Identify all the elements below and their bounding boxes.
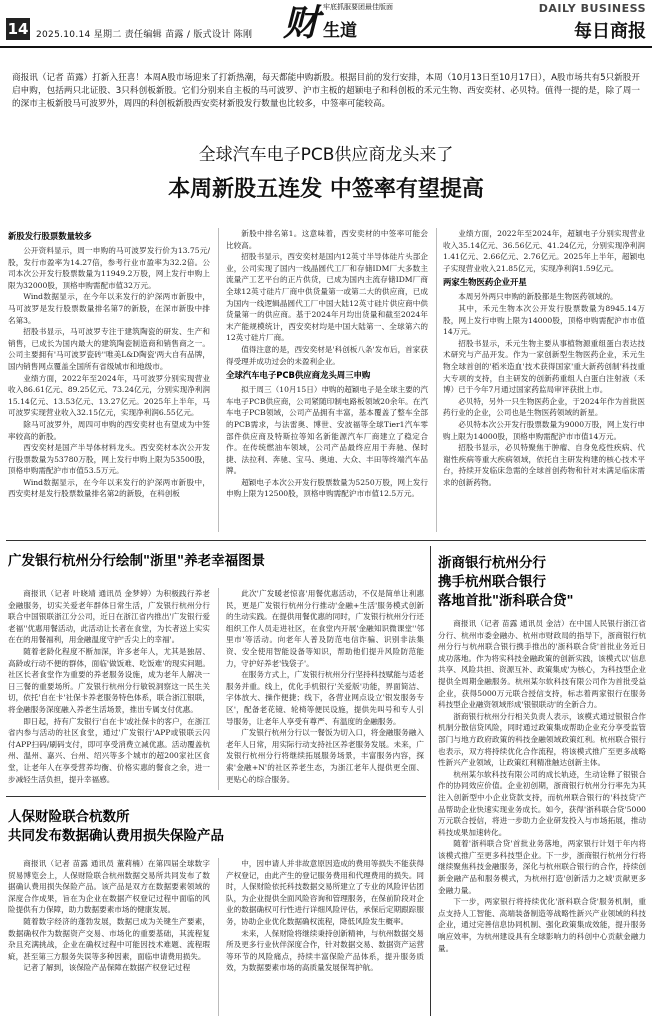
article1-col2 (226, 228, 428, 532)
lead-paragraph: 商报讯（记者 苗露）打新入狂喜！本周A股市场迎来了打新热潮，每天都能申购新股。根据目前的发行安排，本周（10月13日至10月17日），A股市场共有5只新股开启申购，包括两只北证股、3只科创板新股。它们分别来自主板的马可波罗、沪市主板的超颖电子和科创板的禾元生物、西安奕材、必贝特。值得一提的是，除了周一的深市主板新股马可波罗外，周四的科创板新股西安奕材新股发行数量也比较多，中签率可能较高。 (12, 73, 640, 109)
column-rule (430, 546, 431, 1016)
paragraph: 新股中排名第1。这意味着，西安奕材的中签率可能会比较高。 (226, 229, 428, 250)
article1-col3 (443, 228, 645, 532)
column-rule (218, 858, 219, 1016)
column-rule (218, 228, 219, 532)
paragraph: 在服务方式上，广发银行杭州分行坚持科技赋能与适老服务并重。线上，优化手机银行'关爱版'功能，界面简洁、字体放大、操作便捷；线下，各营业网点设立'银发服务专区'，配备老花镜、轮椅等便民设施，提供先叫号和专人引导服务，让老年人享受有尊严、有温度的金融服务。 (226, 670, 424, 726)
paragraph: 值得注意的是，西安奕材是'科创板八条'发布后，首家获得受理并成功过会的未盈利企业。 (226, 344, 428, 366)
section-divider (6, 540, 646, 541)
paragraph: 拟于周三（10月15日）申购的超颖电子是全球主要的汽车电子PCB供应商，公司紧随印制电路板领域20余年。在汽车电子PCB领域，公司产品拥有丰富，基本覆盖了整车全部的PCB需求，与法雷奥、博世、安波福等全球Tier1汽车零部件供应商及特斯拉等知名新能源汽车厂商建立了稳定合作。在传统燃油车领域，公司产品最终应用于奔驰、保时捷、法拉利、奔驰、宝马、奥迪、大众、丰田等终端汽车品牌。 (226, 385, 428, 476)
paragraph: 除马可波罗外，周四可申购的西安奕材也有望成为中签率较高的新股。 (8, 419, 210, 441)
paragraph: 业绩方面，2022年至2024年，马可波罗分别实现营业收入86.61亿元、89.25亿元、73.24亿元，分别实现净利润15.14亿元、13.53亿元、13.27亿元。2025年上半年，马可波罗实现营业收入32.15亿元，实现净利润6.55亿元。 (8, 373, 210, 418)
paragraph: 西安奕材是国产半导体材料龙头。西安奕材本次公开发行股票数量为53780万股，网上发行申购上限为53500股，顶格申购需配沪市市值53.5万元。 (8, 443, 210, 476)
issue-meta: 2025.10.14 星期二 责任编辑 苗露 / 版式设计 陈刚 (36, 30, 253, 40)
column-rule (436, 228, 437, 532)
paragraph: 招股书显示，西安奕材是国内12英寸半导体硅片头部企业，公司实现了国内一线晶圆代工厂和存储IDM厂大多数主流量产工艺平台的正片供货，已成为国内主流存储IDM厂商全球12英寸硅片厂商中供货量第一或第二大的供应商，已成为国内一线逻辑晶圆代工厂中国大陆12英寸硅片供应商中供货量第一的供应商。基于2024年月均出货量和截至2024年末产能规模统计，西安奕材均是中国大陆第一、全球第六的12英寸硅片厂商。 (226, 252, 428, 343)
paragraph: 招股书显示，禾元生物主要从事植物源重组蛋白表达技术研究与产品开发。作为一家创新型生物医药企业，禾元生物全球首创的'稻米造血'技术获得国家'重大新药创制'科技重大专项的支持，自主研发的创新药重组人白蛋白注射液（禾博）已于今年7月通过国家药监局审评获批上市。 (443, 338, 645, 395)
paragraph: 其中，禾元生物本次公开发行股票数量为8945.14万股，网上发行申购上限为14000股，顶格申购需配沪市市值14万元。 (443, 303, 645, 337)
section-logo: 财 (283, 2, 320, 44)
section-divider (6, 796, 426, 797)
paragraph: Wind数据显示，在今年以来发行的沪深两市新股中，马可波罗是发行股票数量排名第7的新股，在深市新股中排名第3。 (8, 292, 210, 325)
article-kicker: 全球汽车电子PCB供应商龙头来了 (198, 145, 454, 165)
article4-title-line3: 落地首批"浙科联合贷" (438, 593, 574, 609)
paragraph: 商报讯（记者 苗露 通讯员 金洁）在中国人民银行浙江省分行、杭州市委金融办、杭州市财政局的指导下，浙商银行杭州分行与杭州联合银行携手推出的'浙科联合贷'首批业务近日成功落地。作为将实科技金融政策的创新实践，该模式以'信息共享、风险共担、资源互补、政策集成'为核心，为科技型企业提供全周期金融服务。杭州某尔软科技有限公司作为首批受益企业，获得5000万元联合授信支持，标志着两家银行在服务科技型企业融资领域形成'银银联动'的全新合力。 (438, 619, 646, 710)
paragraph: 未来，人保财险将继续秉持创新精神，与杭州数据交易所及更多行业伙伴深度合作，针对数据交易、数据资产运营等环节的风险痛点，持续丰富保险产品体系，提升服务质效，为数据要素市场的高质量发展保驾护航。 (226, 928, 424, 973)
paragraph: 下一步，两家银行将持续优化'浙科联合贷'服务机制，重点支持人工智能、高端装备制造等战略性新兴产业领域的科技企业，通过完善信息协同机制、强化政策集成效能，提升服务响应效率，为杭州建设具有全球影响力的科创中心贡献金融力量。 (438, 897, 646, 953)
article4-title-line1: 浙商银行杭州分行 (438, 555, 546, 571)
article4-title-line2: 携手杭州联合银行 (438, 574, 546, 590)
article3-col1 (8, 858, 210, 1016)
paragraph: Wind数据显示，在今年以来发行的沪深两市新股中，西安奕材是发行股票数量排名第2的新股，在科创板 (8, 477, 210, 499)
article1-col1 (8, 228, 210, 532)
subhead: 两家生物医药企业开星 (443, 277, 527, 288)
paragraph: 商报讯（记者 苗露 通讯员 董莉楠）在第四届全球数字贸易博览会上，人保财险联合杭州数据交易所共同发布了数据确认费用损失保险产品。该产品是双方在数据要素领域的深度合作成果，旨在为企业在数据产权登记过程中面临的风险提供有力保障，助力数据要素市场的健康发展。 (8, 859, 210, 915)
section-name: 生道 (323, 21, 357, 41)
article2-title: 广发银行杭州分行绘制"浙里"养老幸福图景 (8, 553, 266, 569)
subhead: 全球汽车电子PCB供应商龙头周三申购 (226, 370, 371, 381)
paragraph: 即日起，持有广发银行'自在卡'或社保卡的客户，在浙江省内参与活动的社区食堂，通过'广发银行'APP或银联云闪付APP扫码/刷码支付，即可享受消费立减优惠。活动覆盖杭州、温州、嘉兴、台州、绍兴等多个城市的超200家社区食堂，让老年人在享受营养均衡、价格实惠的餐食之余，进一步减轻生活负担，提升幸福感。 (8, 716, 210, 784)
paragraph: 本周另外两只申购的新股都是生物医药领域的。 (458, 292, 618, 302)
paragraph: 广发银行杭州分行以一餐饭为切入口，将金融服务融入老年人日常，用实际行动支持社区养老服务发展。未来，广发银行杭州分行将继续拓展服务场景，丰富服务内容，探索'金融+N'的社区养老生态，为浙江老年人提供更全面、更贴心的综合服务。 (226, 728, 424, 784)
paragraph: 记者了解到，该保险产品保障在数据产权登记过程 (23, 963, 191, 973)
article2-col2 (226, 588, 424, 790)
page-number: 14 (7, 20, 29, 38)
section-subtitle: 牢底抓服要团最佳版面 (323, 3, 393, 11)
paragraph: 此次'广发暖老惊喜'用餐优惠活动，不仅是简单让利惠民，更是广发银行杭州分行推动'金融+生活'服务模式创新的生动实践。在提供用餐优惠的同时，广发银行杭州分行还组织工作人员走进社区，在食堂内开展'金融知识微课堂''邻里市'等活动。向老年人普及防范电信诈骗、识别非法集资、安全使用智能设备等知识，帮助他们提升风险防范能力，守护好养老'钱袋子'。 (226, 589, 424, 668)
paragraph: 随着'浙科联合贷'首批业务落地，两家银行计划于年内将该模式推广至更多科技型企业。下一步，浙商银行杭州分行将继续聚焦科技金融服务，深化与杭州联合银行的合作，持续创新金融产品和服务模式，为杭州打造'创新活力之城'贡献更多金融力量。 (438, 839, 646, 895)
paragraph: 随着老龄化程度不断加深，许多老年人，尤其是独居、高龄或行动不便的群体，面临'做饭难、吃饭难'的现实问题。社区长者食堂作为重要的养老服务设施，成为老年人解决一日三餐的重要场所。广发银行杭州分行敏锐洞察这一民生关切，依托'自在卡'社保卡养老服务特色体系，联合浙江银联，将金融服务深度融入养老生活场景，推出专属支付优惠。 (8, 646, 210, 714)
paragraph: 商报讯（记者 叶晓靖 通讯员 金梦婷）为积极践行养老金融服务，切实关爱老年群体日常生活，广发银行杭州分行联合中国银联浙江分公司，近日在浙江省内推出'广发银行爱老福''优惠用餐活动，此活动让长者在食堂，为长者送上实实在在的用餐福利，用金融温度守护'舌尖上的幸福'。 (8, 589, 210, 645)
article2-col1 (8, 588, 210, 790)
paragraph: 公开资料显示，周一申购的马可波罗发行价为13.75元/股，发行市盈率为14.27倍，参考行业市盈率为32.2倍。公司本次公开发行股票数量为11949.2万股，网上发行申购上限为32000股，顶格申购需配市值32万元。 (8, 246, 210, 290)
paragraph: 必贝特，另外一只生物医药企业，于2024年作为首批医药行业的企业，公司也是生物医药领域的新星。 (443, 396, 645, 418)
paragraph: 必贝特本次公开发行股票数量为9000万股，网上发行申购上限为14000股，顶格申购需配沪市市值14万元。 (443, 419, 645, 441)
masthead (0, 0, 652, 48)
article3-title-line2: 共同发布数据确认费用损失保险产品 (8, 828, 224, 844)
paragraph: 杭州某尔软科技有限公司的成长轨迹，生动诠释了银银合作的协同效应价值。企业初创期，浙商银行杭州分行率先为其注入创新型中小企业贷款支持，而杭州联合银行的'科技贷'产品帮助企业快速实现业务成长。如今，获得'浙科联合贷'5000万元联合授信，将进一步助力企业研发投入与市场拓展，推动科技成果加速转化。 (438, 769, 646, 837)
paragraph: 浙商银行杭州分行相关负责人表示，该模式通过银银合作机制分散信贷风险，同时通过政策集成帮助企业充分享受监管部门与地方政府政策的科技金融领域政策红利。杭州联合银行也表示，双方将持续优化合作流程，将该模式推广至更多战略性新兴产业领域，让政策红利精准触达创新主体。 (438, 711, 646, 768)
paragraph: 招股书显示，马可波罗专注于建筑陶瓷的研发、生产和销售，已成长为国内最大的建筑陶瓷制造商和销售商之一。公司主要拥有'马可波罗瓷砖''唯美L&D陶瓷'两大自有品牌，国内销售网点覆盖全国所有省级城市和地级市。 (8, 327, 210, 371)
paragraph: 随着数字经济的蓬勃发展，数据已成为关键生产要素，数据确权作为数据资产交易、市场化的重要基础，其流程复杂且充满挑战，企业在确权过程中可能因技术难题、流程瑕疵，甚至第三方服务失误等多种因素，面临申请费用损失。 (8, 916, 210, 961)
subhead: 新股发行股票数量较多 (8, 231, 92, 241)
article3-title-line1: 人保财险联合杭数所 (8, 809, 130, 825)
paper-name-cn: 每日商报 (574, 21, 646, 42)
lead-paragraph-box (6, 70, 646, 126)
article4-body (438, 618, 646, 1016)
article-headline: 本周新股五连发 中签率有望提高 (168, 177, 484, 202)
paragraph: 中，因申请人并非故意原因造成的费用等损失不能获得产权登记，由此产生的登记服务费用和代理费用的损失。同时，人保财险依托科技数据交易所建立了专业的风险评估团队，为企业提供全面风险咨询和管理服务，在保前阶段对企业的数据确权可行性进行详细风险评估，承保后定期跟踪服务，协助企业优化数据确权流程，降低风险发生概率。 (226, 859, 424, 926)
paragraph: 业绩方面，2022年至2024年，超颖电子分别实现营业收入35.14亿元、36.56亿元、41.24亿元，分别实现净利润1.41亿元、2.66亿元、2.76亿元。2025年上半年，超颖电子实现营业收入21.85亿元，实现净利润1.59亿元。 (443, 229, 645, 273)
paragraph: 招股书显示，必贝特聚焦于肿瘤、自身免疫性疾病、代谢性疾病等重大疾病领域，依托自主研发构建的核心技术平台，持续开发临床急需的全球首创药物和针对未满足临床需求的创新药物。 (443, 443, 645, 487)
paper-name-en: DAILY BUSINESS (538, 2, 646, 15)
article3-col2 (226, 858, 424, 1016)
column-rule (218, 588, 219, 790)
paragraph: 超颖电子本次公开发行股票数量为5250万股，网上发行申购上限为12500股，顶格申购需配沪市市值12.5万元。 (226, 477, 428, 499)
